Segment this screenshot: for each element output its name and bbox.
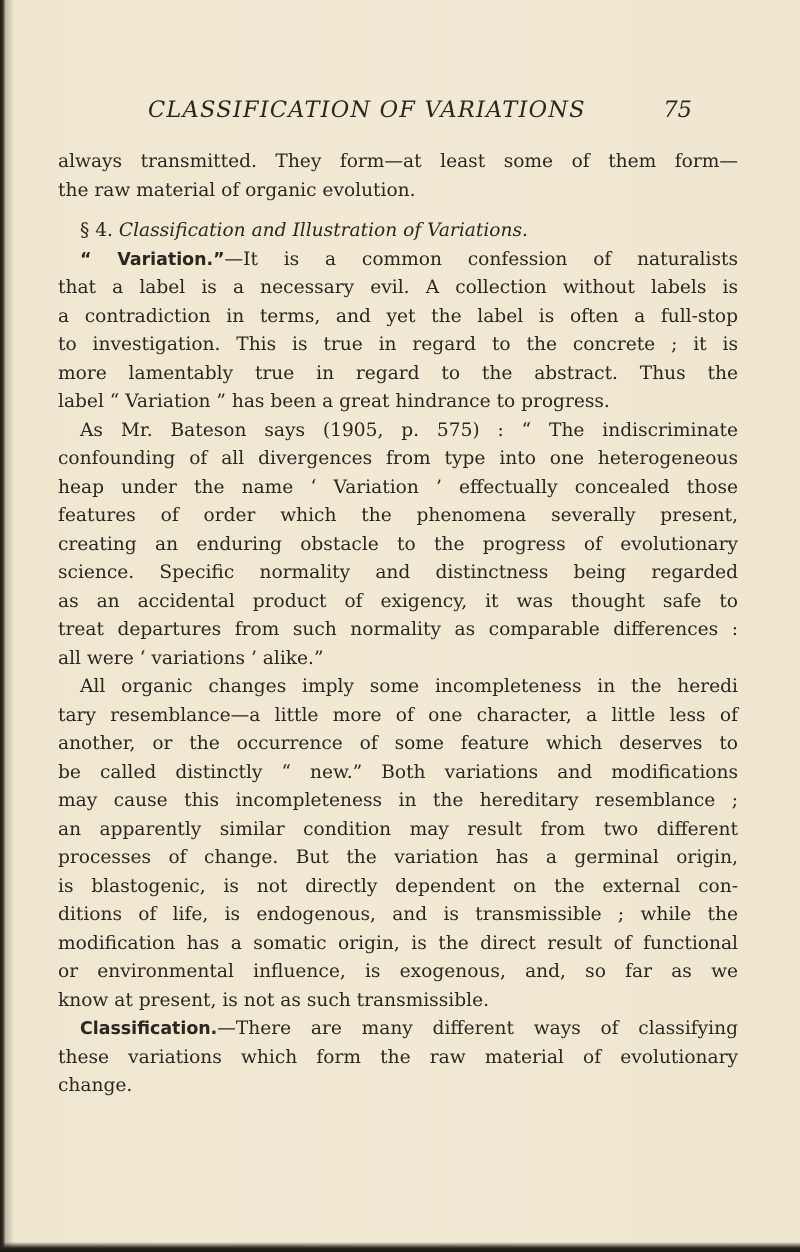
text-line: know at present, is not as such transmissible. — [58, 989, 489, 1011]
text-line — [58, 1015, 738, 1044]
text-line: an apparently similar condition may result from two different — [58, 818, 738, 840]
running-head-title: CLASSIFICATION OF VARIATIONS — [148, 97, 586, 123]
text-line: be called distinctly “ new.” Both variations and modifications — [58, 761, 738, 783]
text-line: change. — [58, 1075, 133, 1096]
body-text — [58, 148, 738, 1101]
classification-term: Classification. — [80, 1019, 218, 1039]
text-line: ditions of life, is endogenous, and is transmissible ; while the — [58, 904, 738, 925]
page-number: 75 — [663, 97, 692, 123]
text-line: as an accidental product of exigency, it was thought safe to — [58, 590, 738, 612]
text-line: modification has a somatic origin, is the direct result of functional — [58, 932, 738, 954]
text-line: a contradiction in terms, and yet the label is often a full-stop — [58, 305, 738, 327]
text-line: that a label is a necessary evil. A collection without labels is — [58, 277, 738, 298]
section-title: Classification and Illustration of Variations. — [118, 220, 528, 241]
text-line: always transmitted. They form—at least some of them form— — [58, 151, 738, 172]
section-number: § 4. — [80, 220, 113, 241]
text-line: tary resemblance—a little more of one character, a little less of — [58, 704, 738, 726]
text-line: or environmental influence, is exogenous, and, so far as we — [58, 961, 738, 982]
text-line: features of order which the phenomena severally present, — [58, 505, 738, 526]
text-line: label “ Variation ” has been a great hindrance to progress. — [58, 391, 610, 412]
text-line: treat departures from such normality as comparable differences : — [58, 619, 738, 640]
variation-line-text: —It is a common confession of naturalists — [224, 248, 738, 270]
binding-shadow — [6, 0, 14, 1252]
text-line: the raw material of organic evolution. — [58, 179, 416, 201]
text-line: is blastogenic, is not directly dependent on the external con- — [58, 875, 738, 897]
text-line: may cause this incompleteness in the hereditary resemblance ; — [58, 790, 738, 811]
page-bottom-edge — [0, 1242, 800, 1252]
text-line: these variations which form the raw material of evolutionary — [58, 1046, 738, 1068]
text-line — [58, 246, 738, 275]
text-line: to investigation. This is true in regard to the concrete ; it is — [58, 334, 738, 355]
text-line: more lamentably true in regard to the abstract. Thus the — [58, 362, 738, 384]
text-line: confounding of all divergences from type into one heterogeneous — [58, 448, 738, 469]
text-line: All organic changes imply some incompleteness in the heredi — [80, 676, 738, 697]
running-head — [58, 95, 738, 131]
text-line: another, or the occurrence of some feature which deserves to — [58, 733, 738, 754]
text-line: creating an enduring obstacle to the progress of evolutionary — [58, 533, 738, 555]
text-line: science. Specific normality and distinctness being regarded — [58, 562, 738, 583]
text-line: processes of change. But the variation has a germinal origin, — [58, 847, 738, 868]
section-heading — [58, 217, 738, 246]
classification-line-text: —There are many different ways of classifying — [217, 1018, 738, 1039]
text-line: heap under the name ‘ Variation ’ effectually concealed those — [58, 476, 738, 498]
text-line: all were ‘ variations ’ alike.” — [58, 647, 324, 669]
text-line: As Mr. Bateson says (1905, p. 575) : “ The indiscriminate — [80, 419, 738, 441]
variation-term: “ Variation.” — [80, 249, 225, 270]
